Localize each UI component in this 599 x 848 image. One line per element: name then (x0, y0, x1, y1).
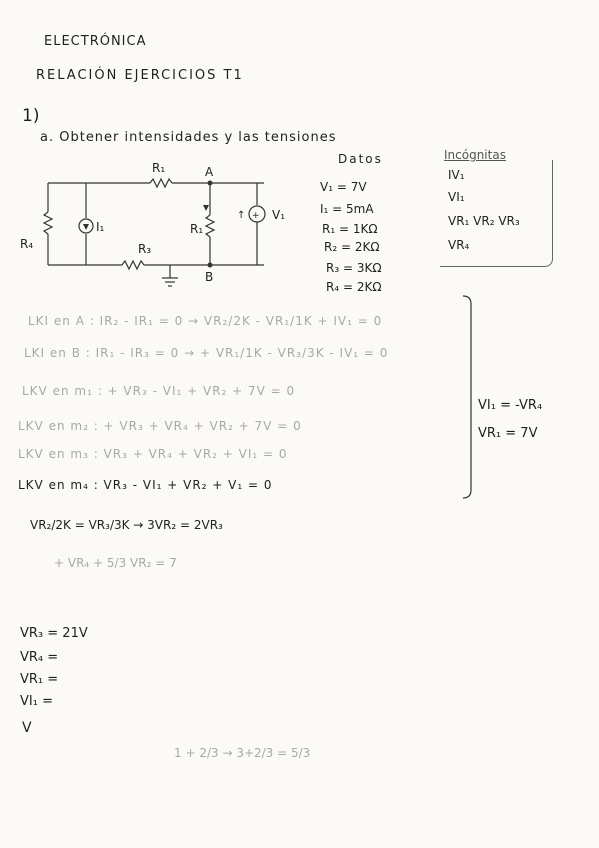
exercise-number: 1) (22, 106, 40, 126)
datos-title: Datos (338, 152, 383, 166)
label-r1-vertical: R₁ (190, 222, 204, 236)
incognitas-item: VR₁ VR₂ VR₃ (448, 214, 520, 228)
label-r4: R₄ (20, 237, 34, 251)
equation-row: LKV en m₂ : + VR₃ + VR₄ + VR₂ + 7V = 0 (18, 419, 302, 433)
label-arrow-up-icon: ↑ (237, 210, 246, 221)
result-row: VR₃ = 21V (20, 626, 88, 641)
resistor-r1 (150, 179, 172, 187)
incognitas-item: VR₄ (448, 238, 470, 252)
work-sum: + VR₄ + 5/3 VR₂ = 7 (54, 556, 177, 570)
equation-row: LKI en B : IR₁ - IR₃ = 0 → + VR₁/1K - VR₃/3K - IV₁ = 0 (24, 346, 389, 360)
result-row: V (22, 720, 32, 736)
node-a-dot (208, 181, 213, 186)
datos-item: R₃ = 3KΩ (326, 261, 382, 275)
equations-bracket (463, 296, 471, 498)
result-row: VR₁ = (20, 672, 59, 687)
result-row: VR₄ = (20, 650, 59, 665)
sheet-title: RELACIÓN EJERCICIOS T1 (36, 68, 244, 83)
incognitas-item: IV₁ (448, 168, 465, 182)
resistor-r3 (122, 261, 144, 269)
datos-item: V₁ = 7V (320, 180, 367, 194)
work-ratio: VR₂/2K = VR₃/3K → 3VR₂ = 2VR₃ (30, 518, 223, 532)
label-node-a: A (205, 165, 214, 179)
incognitas-title: Incógnitas (444, 148, 506, 162)
label-v1: V₁ (272, 208, 286, 222)
label-r1: R₁ (152, 161, 166, 175)
resistor-r1-vertical (206, 215, 214, 237)
datos-item: R₄ = 2KΩ (326, 280, 382, 294)
label-plus-icon: + (252, 211, 260, 221)
resistor-r4 (44, 212, 52, 234)
side-result: VI₁ = -VR₄ (478, 398, 543, 413)
datos-item: R₂ = 2KΩ (324, 240, 380, 254)
label-r3: R₃ (138, 242, 152, 256)
branch-current-arrow-icon (203, 205, 209, 211)
side-result: VR₁ = 7V (478, 426, 538, 441)
equation-row: LKI en A : IR₂ - IR₁ = 0 → VR₂/2K - VR₁/1K + IV₁ = 0 (28, 314, 383, 328)
label-node-b: B (205, 270, 214, 284)
node-b-dot (208, 263, 213, 268)
datos-item: I₁ = 5mA (320, 202, 374, 216)
label-i1: I₁ (96, 220, 105, 234)
datos-item: R₁ = 1KΩ (322, 222, 378, 236)
current-arrow-icon (83, 224, 89, 230)
equation-row: LKV en m₁ : + VR₃ - VI₁ + VR₂ + 7V = 0 (22, 384, 296, 398)
equation-row: LKV en m₄ : VR₃ - VI₁ + VR₂ + V₁ = 0 (18, 478, 273, 492)
equation-row: LKV en m₃ : VR₃ + VR₄ + VR₂ + VI₁ = 0 (18, 447, 288, 461)
exercise-statement: a. Obtener intensidades y las tensiones (40, 130, 337, 145)
result-row: VI₁ = (20, 694, 53, 709)
subject-title: ELECTRÓNICA (44, 34, 147, 49)
fraction-work: 1 + 2/3 → 3+2/3 = 5/3 (174, 746, 311, 760)
incognitas-item: VI₁ (448, 190, 465, 204)
